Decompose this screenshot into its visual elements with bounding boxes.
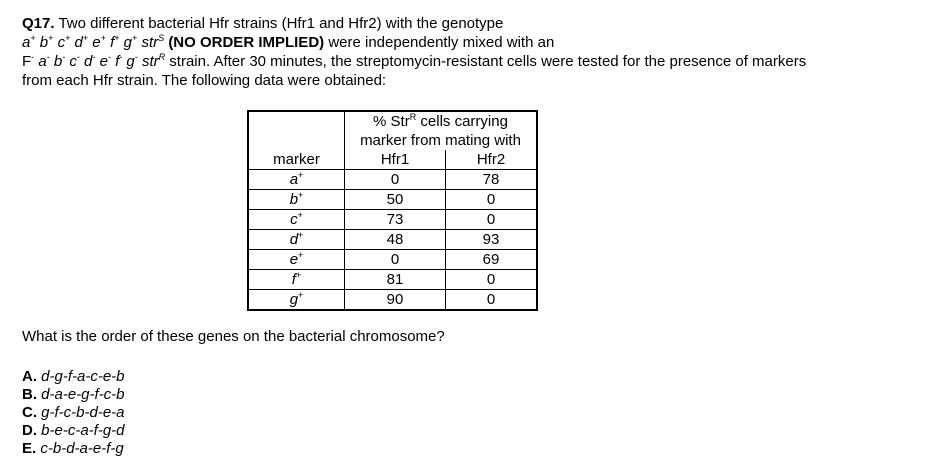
cell-marker: b+ (248, 190, 345, 210)
cell-marker: e+ (248, 250, 345, 270)
table-column-header-row (248, 150, 537, 170)
answer-choice (22, 404, 125, 422)
cell-hfr1: 73 (345, 210, 446, 230)
cell-hfr2: 78 (446, 170, 538, 190)
hfr-genotype: a+ b+ c+ d+ e+ f+ g+ str$^S$ (22, 33, 165, 51)
col-header-hfr1: Hfr1 (345, 150, 446, 170)
table-header-line-2: marker from mating with (345, 131, 538, 150)
answer-choice (22, 440, 125, 458)
table-header-line-1: % Str$^R$ cells carrying (345, 111, 538, 131)
cell-hfr1: 90 (345, 290, 446, 311)
cell-marker: d+ (248, 230, 345, 250)
cell-hfr1: 0 (345, 250, 446, 270)
cell-hfr1: 48 (345, 230, 446, 250)
cell-hfr2: 0 (446, 210, 538, 230)
after-text: strain. After 30 minutes, the streptomycin-resistant cells were tested for the presence of markers (169, 53, 807, 70)
question-line-1 (22, 14, 922, 33)
question-line-2 (22, 33, 922, 52)
question-block (22, 14, 922, 90)
question-line-4: from each Hfr strain. The following data were obtained: (22, 72, 387, 89)
answer-choices (22, 368, 125, 458)
col-header-hfr2: Hfr2 (446, 150, 538, 170)
cell-hfr1: 50 (345, 190, 446, 210)
no-order-note: (NO ORDER IMPLIED) (168, 34, 325, 51)
question-intro: Two different bacterial Hfr strains (Hfr1 and Hfr2) with the genotype (58, 15, 504, 32)
cell-marker: c+ (248, 210, 345, 230)
table-row (248, 170, 537, 190)
cell-marker: a+ (248, 170, 345, 190)
col-header-marker: marker (248, 150, 345, 170)
table-header-row-1 (248, 111, 537, 131)
f-minus: F- (22, 52, 35, 70)
choice-letter: A. (22, 368, 37, 385)
choice-text: c-b-d-a-e-f-g (40, 440, 124, 457)
choice-text: g-f-c-b-d-e-a (41, 404, 125, 421)
choice-text: b-e-c-a-f-g-d (41, 422, 125, 439)
choice-letter: B. (22, 386, 37, 403)
question-number: Q17. (22, 15, 55, 32)
cell-hfr1: 81 (345, 270, 446, 290)
cell-hfr2: 93 (446, 230, 538, 250)
cell-marker: g+ (248, 290, 345, 311)
answer-choice (22, 422, 125, 440)
cell-hfr2: 0 (446, 190, 538, 210)
cell-hfr2: 69 (446, 250, 538, 270)
table-row (248, 270, 537, 290)
table-row (248, 290, 537, 311)
f-genotype: a- b- c- d- e- f- g- str$^R$ (38, 52, 166, 70)
table-body (248, 170, 537, 311)
table-row (248, 250, 537, 270)
cell-hfr2: 0 (446, 270, 538, 290)
table-row (248, 190, 537, 210)
mixed-text: were independently mixed with an (328, 34, 555, 51)
choice-text: d-g-f-a-c-e-b (41, 368, 125, 385)
table-row (248, 230, 537, 250)
cell-marker: f+ (248, 270, 345, 290)
cell-hfr1: 0 (345, 170, 446, 190)
choice-letter: C. (22, 404, 37, 421)
question-line-3 (22, 52, 922, 71)
choice-text: d-a-e-g-f-c-b (41, 386, 125, 403)
table-corner (248, 111, 345, 150)
choice-letter: D. (22, 422, 37, 439)
marker-table (247, 110, 538, 311)
answer-choice (22, 368, 125, 386)
table-row (248, 210, 537, 230)
question-prompt: What is the order of these genes on the bacterial chromosome? (22, 328, 445, 345)
answer-choice (22, 386, 125, 404)
cell-hfr2: 0 (446, 290, 538, 311)
choice-letter: E. (22, 440, 37, 457)
